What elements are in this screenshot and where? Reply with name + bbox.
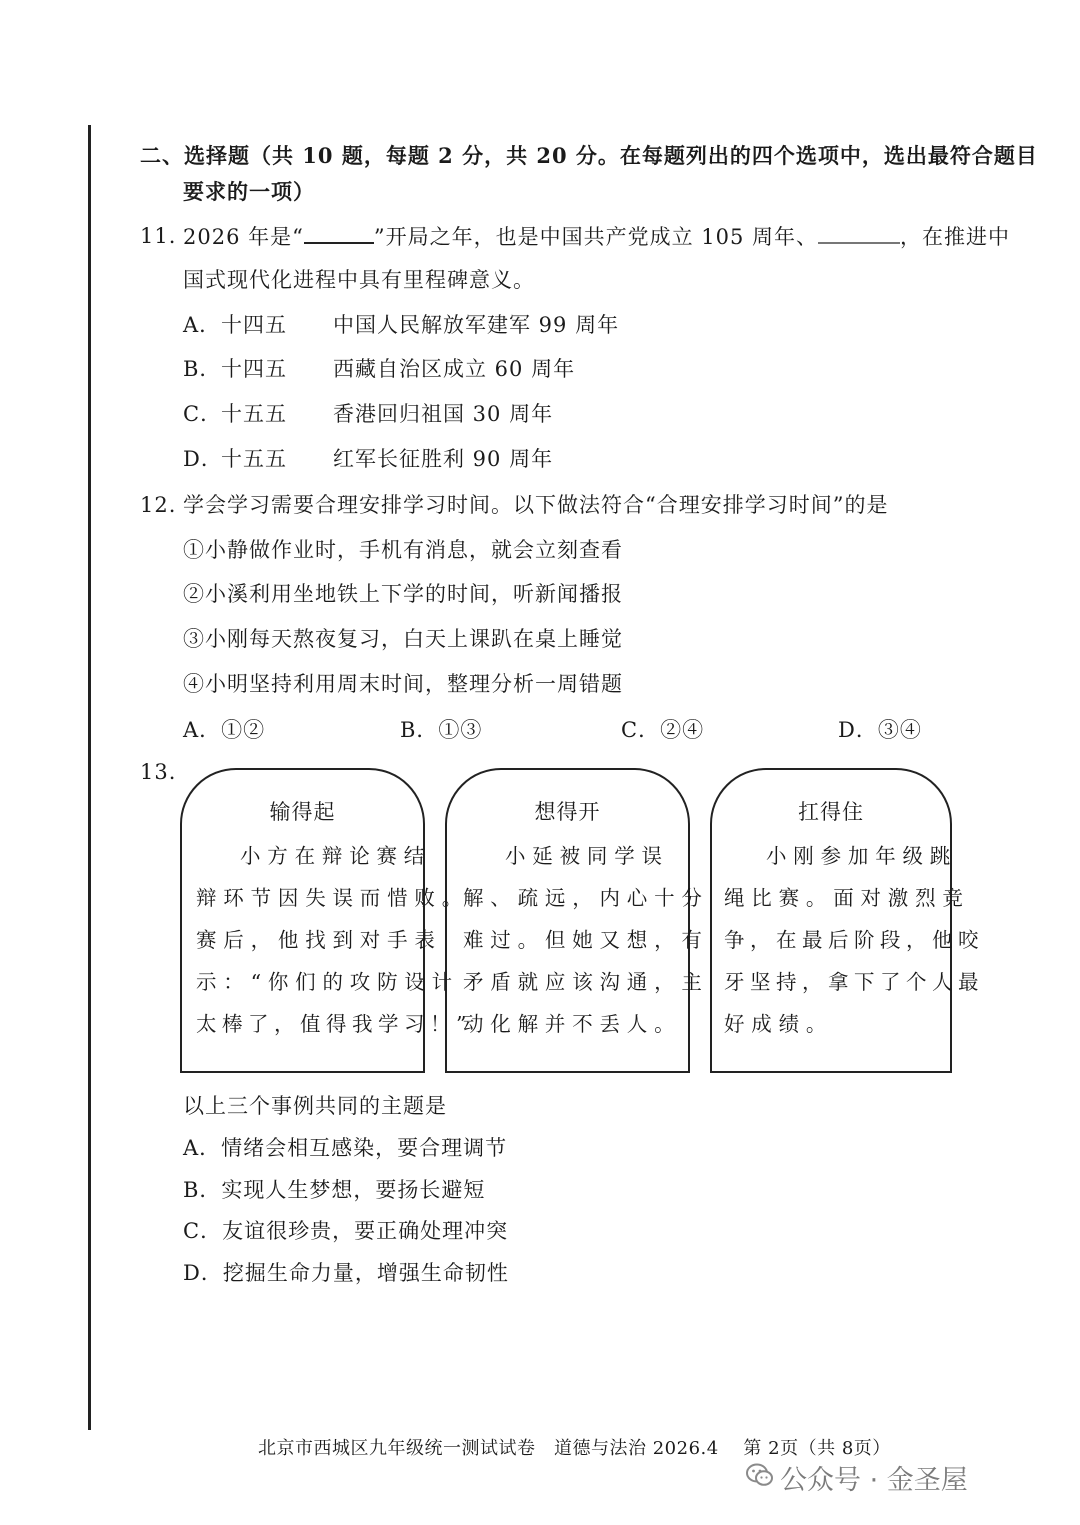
card-line: 太棒了，值得我学习！” — [196, 1012, 472, 1036]
q11-number: 11. — [140, 224, 177, 248]
card-line: 小方在辩论赛结 — [240, 844, 432, 868]
q12-option-d: D．③④ — [838, 718, 922, 742]
q13-stem: 以上三个事例共同的主题是 — [183, 1094, 447, 1118]
card-line: 矛盾就应该沟通，主 — [463, 970, 709, 994]
q12-item-4: ④小明坚持利用周末时间，整理分析一周错题 — [183, 672, 623, 696]
card-line: 动化解并不丢人。 — [463, 1012, 682, 1036]
card-line: 小刚参加年级跳 — [766, 844, 958, 868]
q11-stem-line1: 2026 年是“ ”开局之年，也是中国共产党成立 105 周年、 ，在推进中 — [183, 222, 1010, 251]
wechat-icon — [745, 1460, 775, 1490]
section-heading-line1: 二、选择题（共 10 题，每题 2 分，共 20 分。在每题列出的四个选项中，选出最符合题目 — [140, 143, 1038, 168]
q11-option-b: B．十四五 西藏自治区成立 60 周年 — [183, 357, 576, 381]
card-line: 解、疏远，内心十分 — [463, 886, 709, 910]
card-title: 扛得住 — [798, 800, 864, 824]
card-line: 小延被同学误 — [505, 844, 669, 868]
card-title: 想得开 — [534, 800, 601, 824]
q12-item-1: ①小静做作业时，手机有消息，就会立刻查看 — [183, 538, 623, 562]
card-line: 示：“你们的攻防设计 — [196, 970, 459, 994]
q12-option-a: A．①② — [183, 718, 266, 742]
q12-number: 12. — [140, 493, 177, 517]
q12-item-2: ②小溪利用坐地铁上下学的时间，听新闻播报 — [183, 582, 623, 606]
q12-item-3: ③小刚每天熬夜复习，白天上课趴在桌上睡觉 — [183, 627, 623, 651]
q13-number: 13. — [140, 760, 177, 784]
q13-option-a: A．情绪会相互感染，要合理调节 — [183, 1136, 508, 1160]
card-open-minded — [445, 768, 709, 1073]
card-line: 赛后，他找到对手表 — [196, 928, 442, 952]
card-line: 绳比赛。面对激烈竞 — [724, 886, 970, 910]
q11-stem-line2: 国式现代化进程中具有里程碑意义。 — [183, 268, 535, 292]
card-line: 难过。但她又想，有 — [463, 928, 709, 952]
blank-underline-2 — [818, 222, 900, 244]
card-line: 牙坚持，拿下了个人最 — [724, 970, 984, 994]
q11-option-a: A．十四五 中国人民解放军建军 99 周年 — [183, 313, 620, 337]
margin-rule — [88, 125, 91, 1430]
q13-option-c: C．友谊很珍贵，要正确处理冲突 — [183, 1219, 509, 1243]
q11-option-d: D．十五五 红军长征胜利 90 周年 — [183, 447, 554, 471]
q12-option-b: B．①③ — [400, 718, 483, 742]
q12-option-c: C．②④ — [621, 718, 705, 742]
section-heading-line2: 要求的一项） — [183, 179, 315, 204]
card-line: 好成绩。 — [724, 1012, 834, 1036]
q11-option-c: C．十五五 香港回归祖国 30 周年 — [183, 402, 554, 426]
q13-option-b: B．实现人生梦想，要扬长避短 — [183, 1178, 486, 1202]
q12-stem: 学会学习需要合理安排学习时间。以下做法符合“合理安排学习时间”的是 — [183, 493, 889, 517]
watermark-text: 公众号 · 金圣屋 — [780, 1465, 968, 1496]
card-line: 争，在最后阶段，他咬 — [724, 928, 984, 952]
page-footer: 北京市西城区九年级统一测试试卷 道德与法治 2026.4 第 2页（共 8页） — [258, 1438, 891, 1459]
card-hold-on — [710, 768, 984, 1073]
card-line: 辩环节因失误而惜败。 — [196, 886, 469, 910]
blank-underline-1 — [304, 222, 374, 244]
card-lose-gracefully — [180, 768, 472, 1073]
q13-option-d: D．挖掘生命力量，增强生命韧性 — [183, 1261, 509, 1285]
card-title: 输得起 — [269, 800, 336, 824]
